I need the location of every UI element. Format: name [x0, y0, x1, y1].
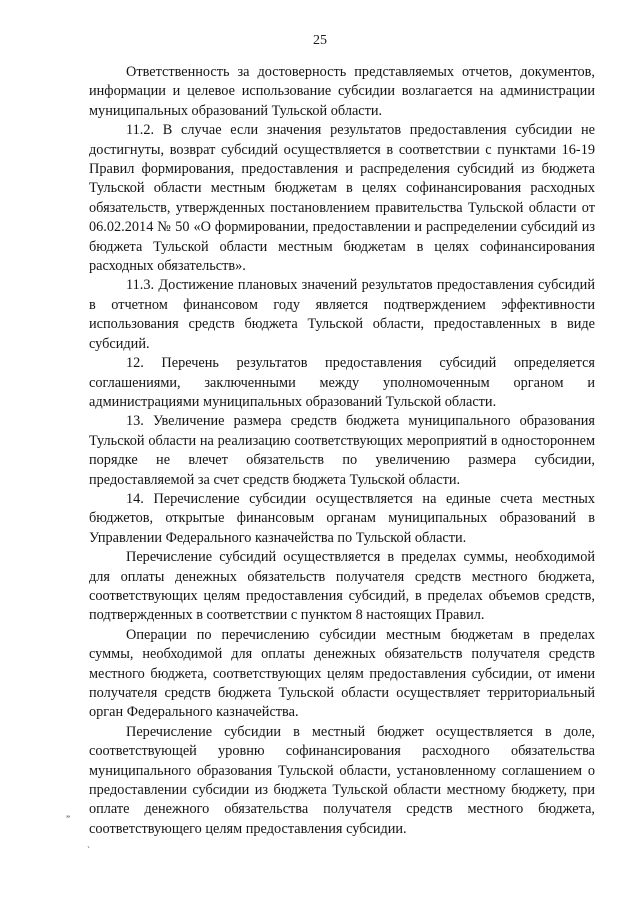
page-number: 25	[313, 33, 327, 48]
margin-mark: ˏ	[87, 838, 90, 848]
paragraph-transfer-operations: Операции по перечислению субсидии местным бюджетам в пределах суммы, необходимой для оплаты денежных обязательств получателя средств местного бюджета, соответствующих целям предоставления субсидии, от имени получателя средств бюджета Тульской области осуществляет территориальный орган Федерального казначейства.	[89, 626, 595, 721]
margin-mark: ”	[66, 814, 70, 824]
paragraph-transfer-share: Перечисление субсидии в местный бюджет осуществляется в доле, соответствующей уровню софинансирования расходного обязательства муниципального образования Тульской области, установленному соглашением о предоставлении субсидии из бюджета Тульской области местному бюджету, при оплате денежного обязательства получателя средств местного бюджета, соответствующего целям предоставления субсидии.	[89, 723, 595, 837]
paragraph-transfer-limits: Перечисление субсидий осуществляется в пределах суммы, необходимой для оплаты денежных обязательств получателя средств местного бюджета, соответствующих целям предоставления субсидий, в пределах объемов средств, подтвержденных в соответствии с пунктом 8 настоящих Правил.	[89, 549, 595, 624]
paragraph-11-2: 11.2. В случае если значения результатов предоставления субсидии не достигнуты, возврат субсидий осуществляется в соответствии с пунктами 16-19 Правил формирования, предоставления и распределения субсидий из бюджета Тульской области местным бюджетам в целях софинансирования расходных обязательств, утвержденных постановлением правительства Тульской области от 06.02.2014 № 50 «О формировании, предоставлении и распределении субсидий из бюджета Тульской области местным бюджетам в целях софинансирования расходных обязательств».	[89, 122, 595, 275]
paragraph-11-3: 11.3. Достижение плановых значений результатов предоставления субсидий в отчетном финансовом году является подтверждением эффективности использования средств бюджета Тульской области, предоставленных в виде субсидий.	[89, 277, 595, 352]
paragraph-14: 14. Перечисление субсидии осуществляется на единые счета местных бюджетов, открытые финансовым органам муниципальных образований в Управлении Федерального казначейства по Тульской области.	[89, 490, 595, 546]
paragraph-12: 12. Перечень результатов предоставления субсидий определяется соглашениями, заключенными между уполномоченным органом и администрациями муниципальных образований Тульской области.	[89, 355, 595, 410]
document-body	[89, 63, 595, 839]
paragraph-responsibility: Ответственность за достоверность представляемых отчетов, документов, информации и целевое использование субсидии возлагается на администрации муниципальных образований Тульской области.	[89, 64, 595, 119]
paragraph-13: 13. Увеличение размера средств бюджета муниципального образования Тульской области на реализацию соответствующих мероприятий в одностороннем порядке не влечет обязательств по увеличению размера субсидии, предоставляемой за счет средств бюджета Тульской области.	[89, 413, 595, 488]
